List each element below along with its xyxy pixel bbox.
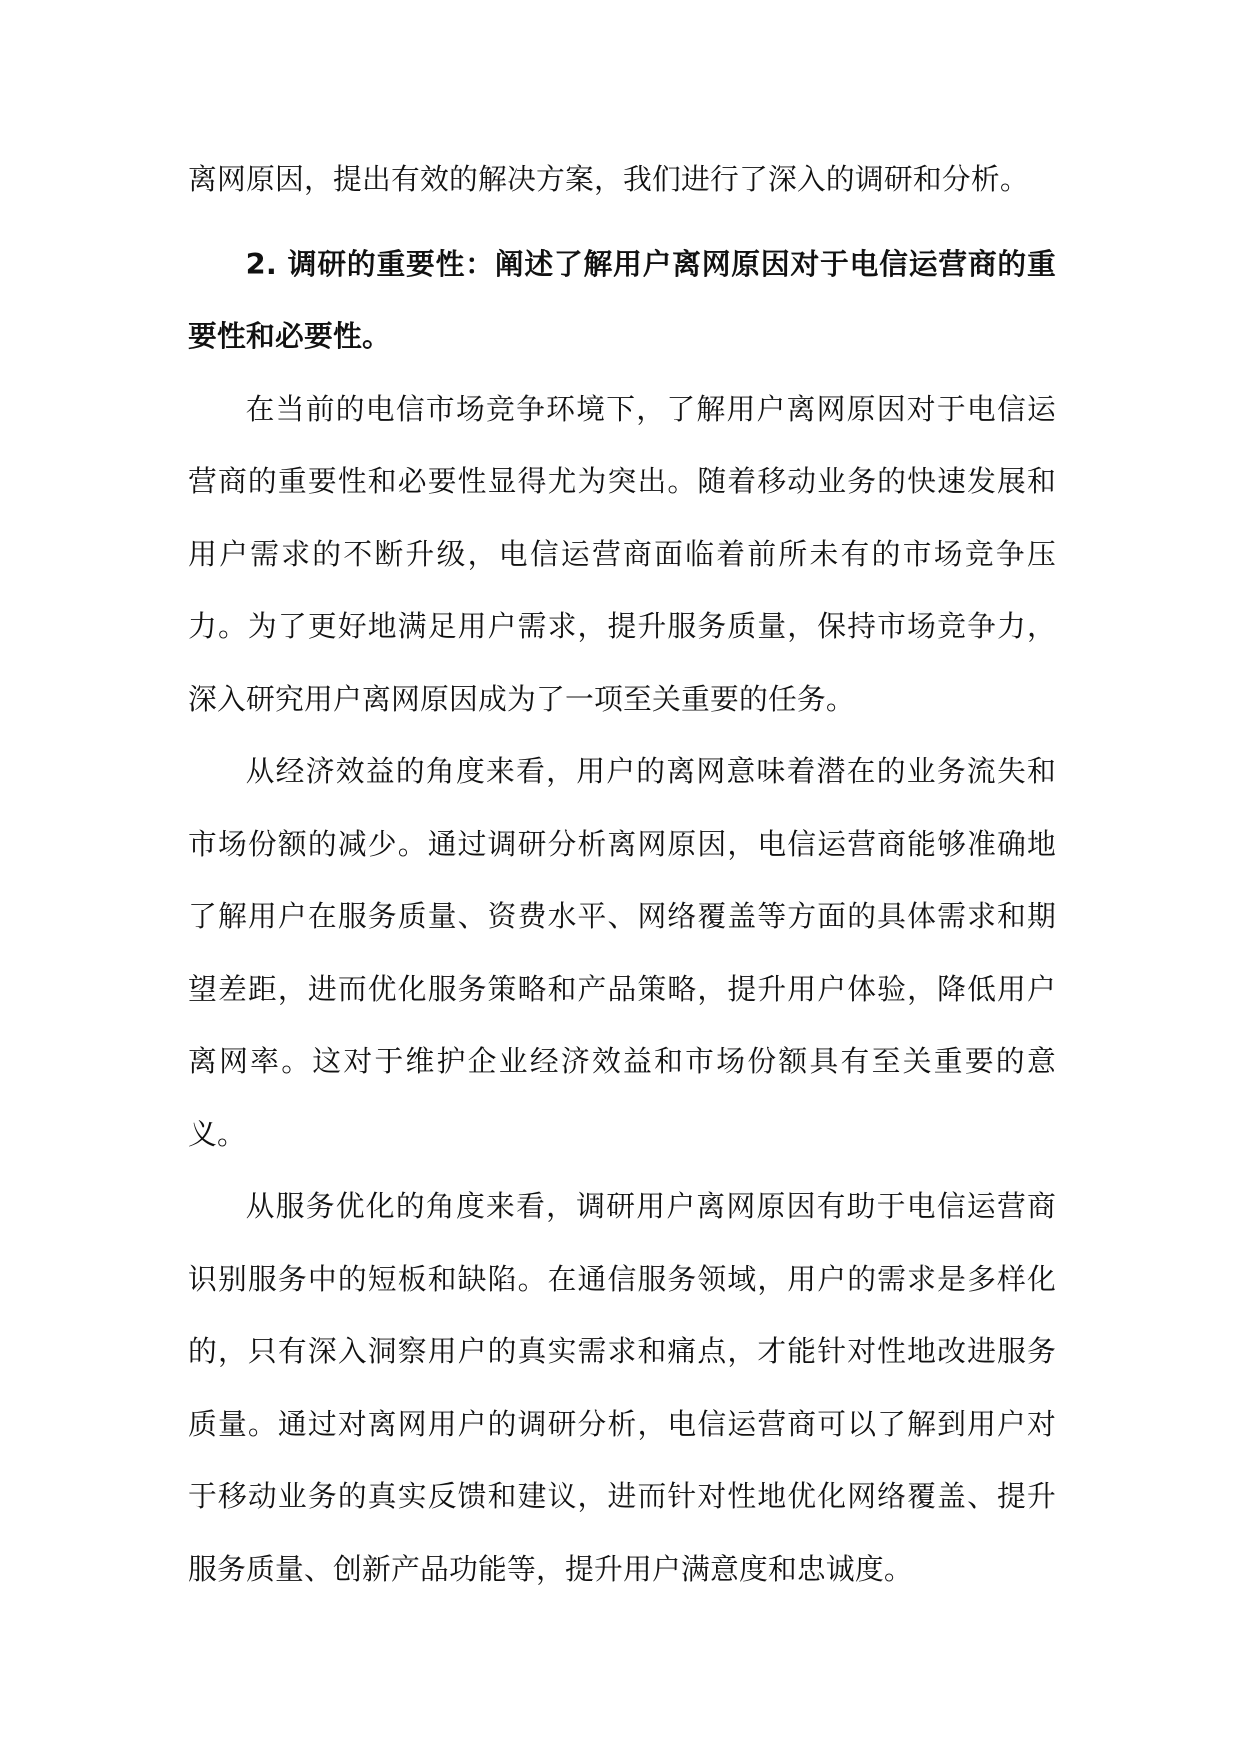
section-heading: 2. 调研的重要性：阐述了解用户离网原因对于电信运营商的重要性和必要性。 <box>188 246 1056 353</box>
body-paragraph-market-context: 在当前的电信市场竞争环境下，了解用户离网原因对于电信运营商的重要性和必要性显得尤为突出。随着移动业务的快速发展和用户需求的不断升级，电信运营商面临着前所未有的市场竞争压力。为了更好地满足用户需求，提升服务质量，保持市场竞争力，深入研究用户离网原因成为了一项至关重要的任务。 <box>188 391 1056 716</box>
body-paragraph-service-optimization: 从服务优化的角度来看，调研用户离网原因有助于电信运营商识别服务中的短板和缺陷。在通信服务领域，用户的需求是多样化的，只有深入洞察用户的真实需求和痛点，才能针对性地改进服务质量。通过对离网用户的调研分析，电信运营商可以了解到用户对于移动业务的真实反馈和建议，进而针对性地优化网络覆盖、提升服务质量、创新产品功能等，提升用户满意度和忠诚度。 <box>188 1189 1056 1586</box>
document-body <box>188 143 1056 1605</box>
body-paragraph-economic-benefit: 从经济效益的角度来看，用户的离网意味着潜在的业务流失和市场份额的减少。通过调研分析离网原因，电信运营商能够准确地了解用户在服务质量、资费水平、网络覆盖等方面的具体需求和期望差距，进而优化服务策略和产品策略，提升用户体验，降低用户离网率。这对于维护企业经济效益和市场份额具有至关重要的意义。 <box>188 754 1056 1151</box>
intro-tail-paragraph: 离网原因，提出有效的解决方案，我们进行了深入的调研和分析。 <box>188 162 1029 196</box>
